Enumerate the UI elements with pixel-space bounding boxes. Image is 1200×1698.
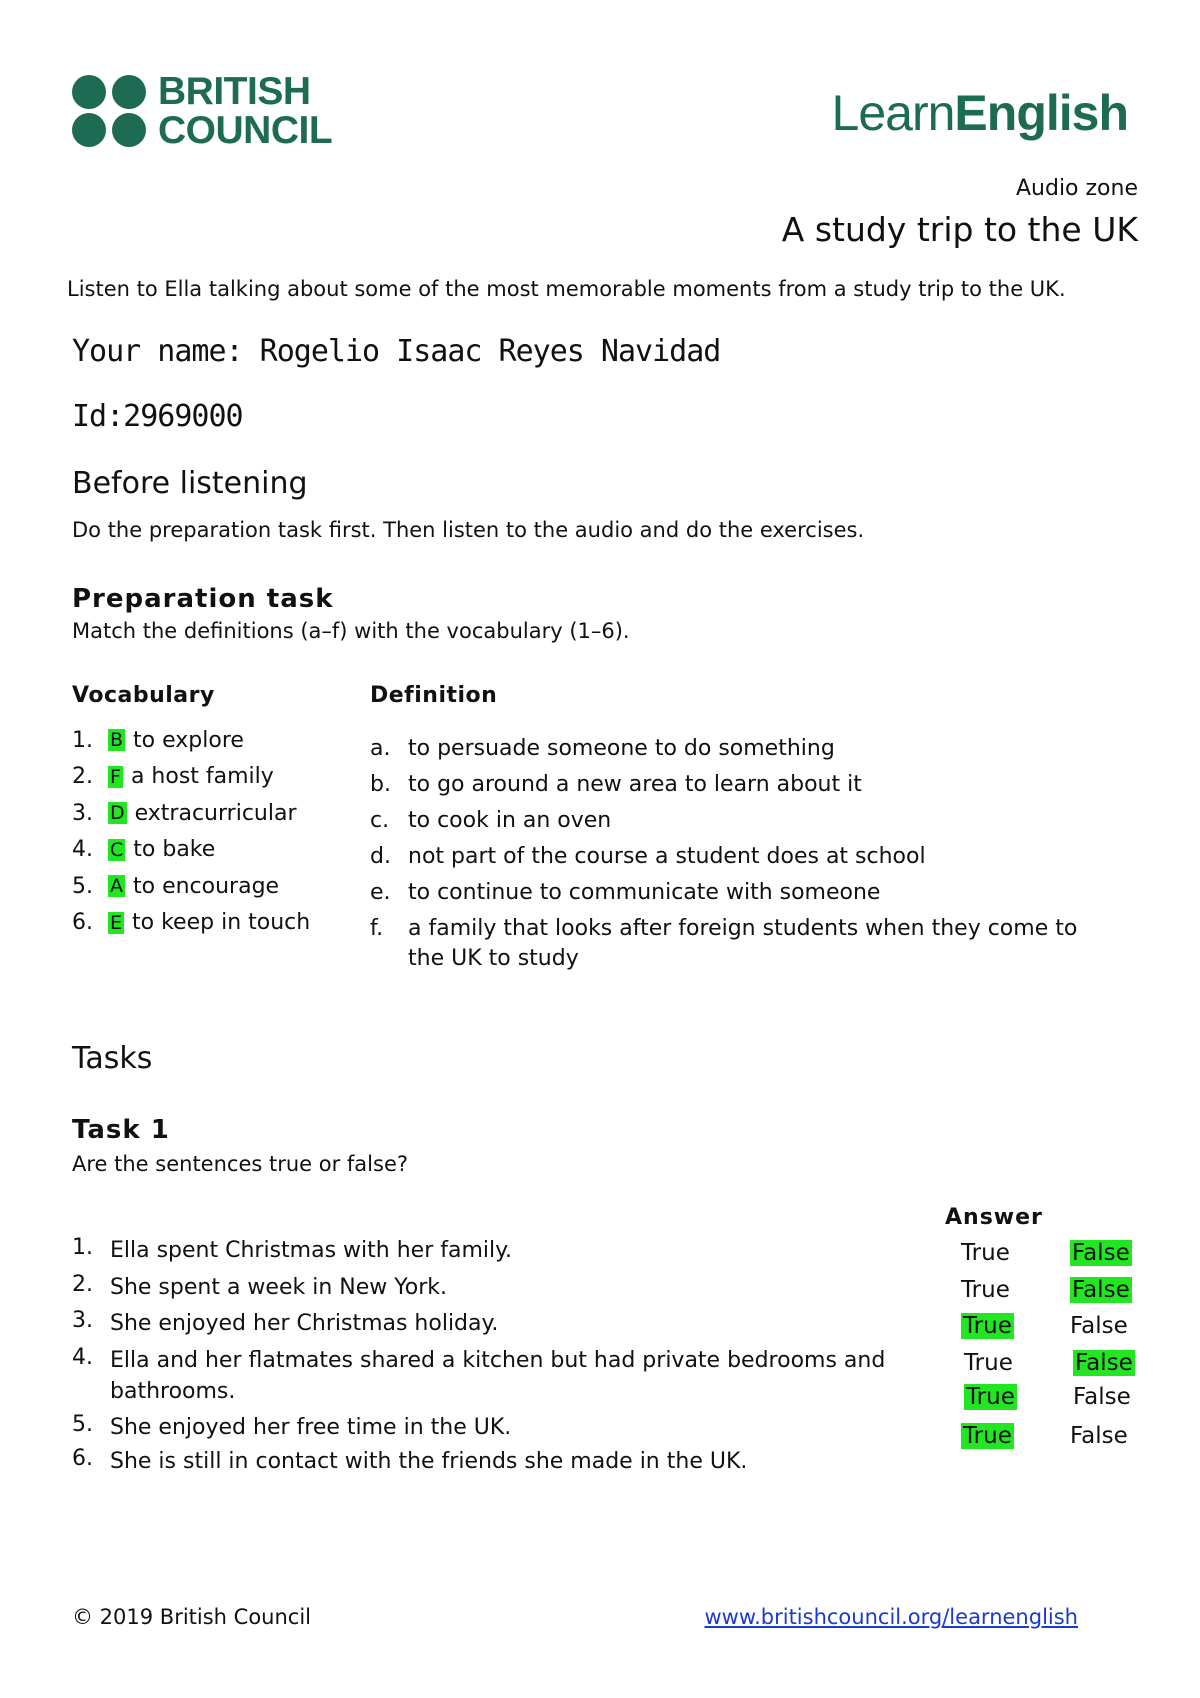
definition-list [370,734,1098,980]
answer-true[interactable]: True [961,1240,1010,1266]
question-item: 4. Ella and her flatmates shared a kitchen but had private bedrooms and bathrooms. [72,1344,886,1404]
logo-text-line2: COUNCIL [158,109,333,152]
answer-false[interactable]: False [1073,1384,1131,1410]
vocabulary-item: 2. F a host family [72,764,274,790]
answer-false[interactable]: False [1072,1240,1130,1266]
definition-item: e. to continue to communicate with someone [370,880,881,905]
answer-heading: Answer [945,1205,1043,1230]
question-item: 3. She enjoyed her Christmas holiday. [72,1308,499,1336]
task1-heading: Task 1 [72,1115,170,1145]
vocabulary-answer[interactable]: D [110,802,125,825]
answer-true[interactable]: True [963,1313,1012,1339]
answer-true[interactable]: True [964,1350,1013,1376]
answer-false[interactable]: False [1075,1350,1133,1376]
question-item: 6. She is still in contact with the friends she made in the UK. [72,1445,748,1474]
definition-item: d. not part of the course a student does at school [370,844,926,869]
vocabulary-answer[interactable]: F [110,765,121,788]
answer-true[interactable]: True [963,1423,1012,1449]
question-item: 1. Ella spent Christmas with her family. [72,1235,512,1263]
british-council-logo [72,72,332,150]
definition-item: f. a family that looks after foreign students when they come to the UK to study [370,916,1078,971]
student-id: Id:2969000 [72,399,243,434]
definition-item: c. to cook in an oven [370,808,612,833]
vocabulary-answer[interactable]: A [110,875,123,898]
british-council-dots-icon [72,75,146,147]
vocabulary-item: 4. C to bake [72,837,216,863]
copyright-text: © 2019 British Council [72,1605,312,1629]
vocabulary-item: 6. E to keep in touch [72,910,311,936]
student-name: Your name: Rogelio Isaac Reyes Navidad [72,334,721,369]
preparation-task-instruction: Match the definitions (a–f) with the vocabulary (1–6). [72,619,630,643]
answer-true[interactable]: True [966,1384,1015,1410]
definition-item: b. to go around a new area to learn about it [370,772,862,797]
vocabulary-heading: Vocabulary [72,683,215,708]
learnenglish-link[interactable]: www.britishcouncil.org/learnenglish [704,1605,1078,1629]
page-title: A study trip to the UK [781,210,1138,249]
learnenglish-logo: LearnEnglish [831,85,1128,141]
answer-false[interactable]: False [1072,1277,1130,1303]
vocabulary-answer[interactable]: E [110,911,123,934]
preparation-task-heading: Preparation task [72,584,334,614]
intro-text: Listen to Ella talking about some of the most memorable moments from a study trip to the UK. [67,277,1066,301]
vocabulary-item: 3. D extracurricular [72,800,297,826]
vocabulary-answer[interactable]: B [110,729,124,752]
task1-instruction: Are the sentences true or false? [72,1152,409,1176]
tasks-heading: Tasks [72,1041,153,1076]
question-item: 5. She enjoyed her free time in the UK. [72,1411,512,1440]
logo-text-line1: BRITISH [158,70,311,113]
before-listening-heading: Before listening [72,466,308,501]
vocabulary-item: 5. A to encourage [72,873,280,899]
zone-label: Audio zone [1015,176,1138,201]
definition-item: a. to persuade someone to do something [370,736,835,761]
question-list [72,1235,970,1480]
definition-heading: Definition [370,683,498,708]
vocabulary-answer[interactable]: C [110,838,124,861]
vocabulary-list [72,722,310,941]
vocabulary-item: 1. B to explore [72,727,244,753]
answer-false[interactable]: False [1070,1313,1128,1339]
before-listening-text: Do the preparation task first. Then listen to the audio and do the exercises. [72,518,865,542]
answer-false[interactable]: False [1070,1423,1128,1449]
question-item: 2. She spent a week in New York. [72,1271,448,1300]
answer-true[interactable]: True [961,1277,1010,1303]
